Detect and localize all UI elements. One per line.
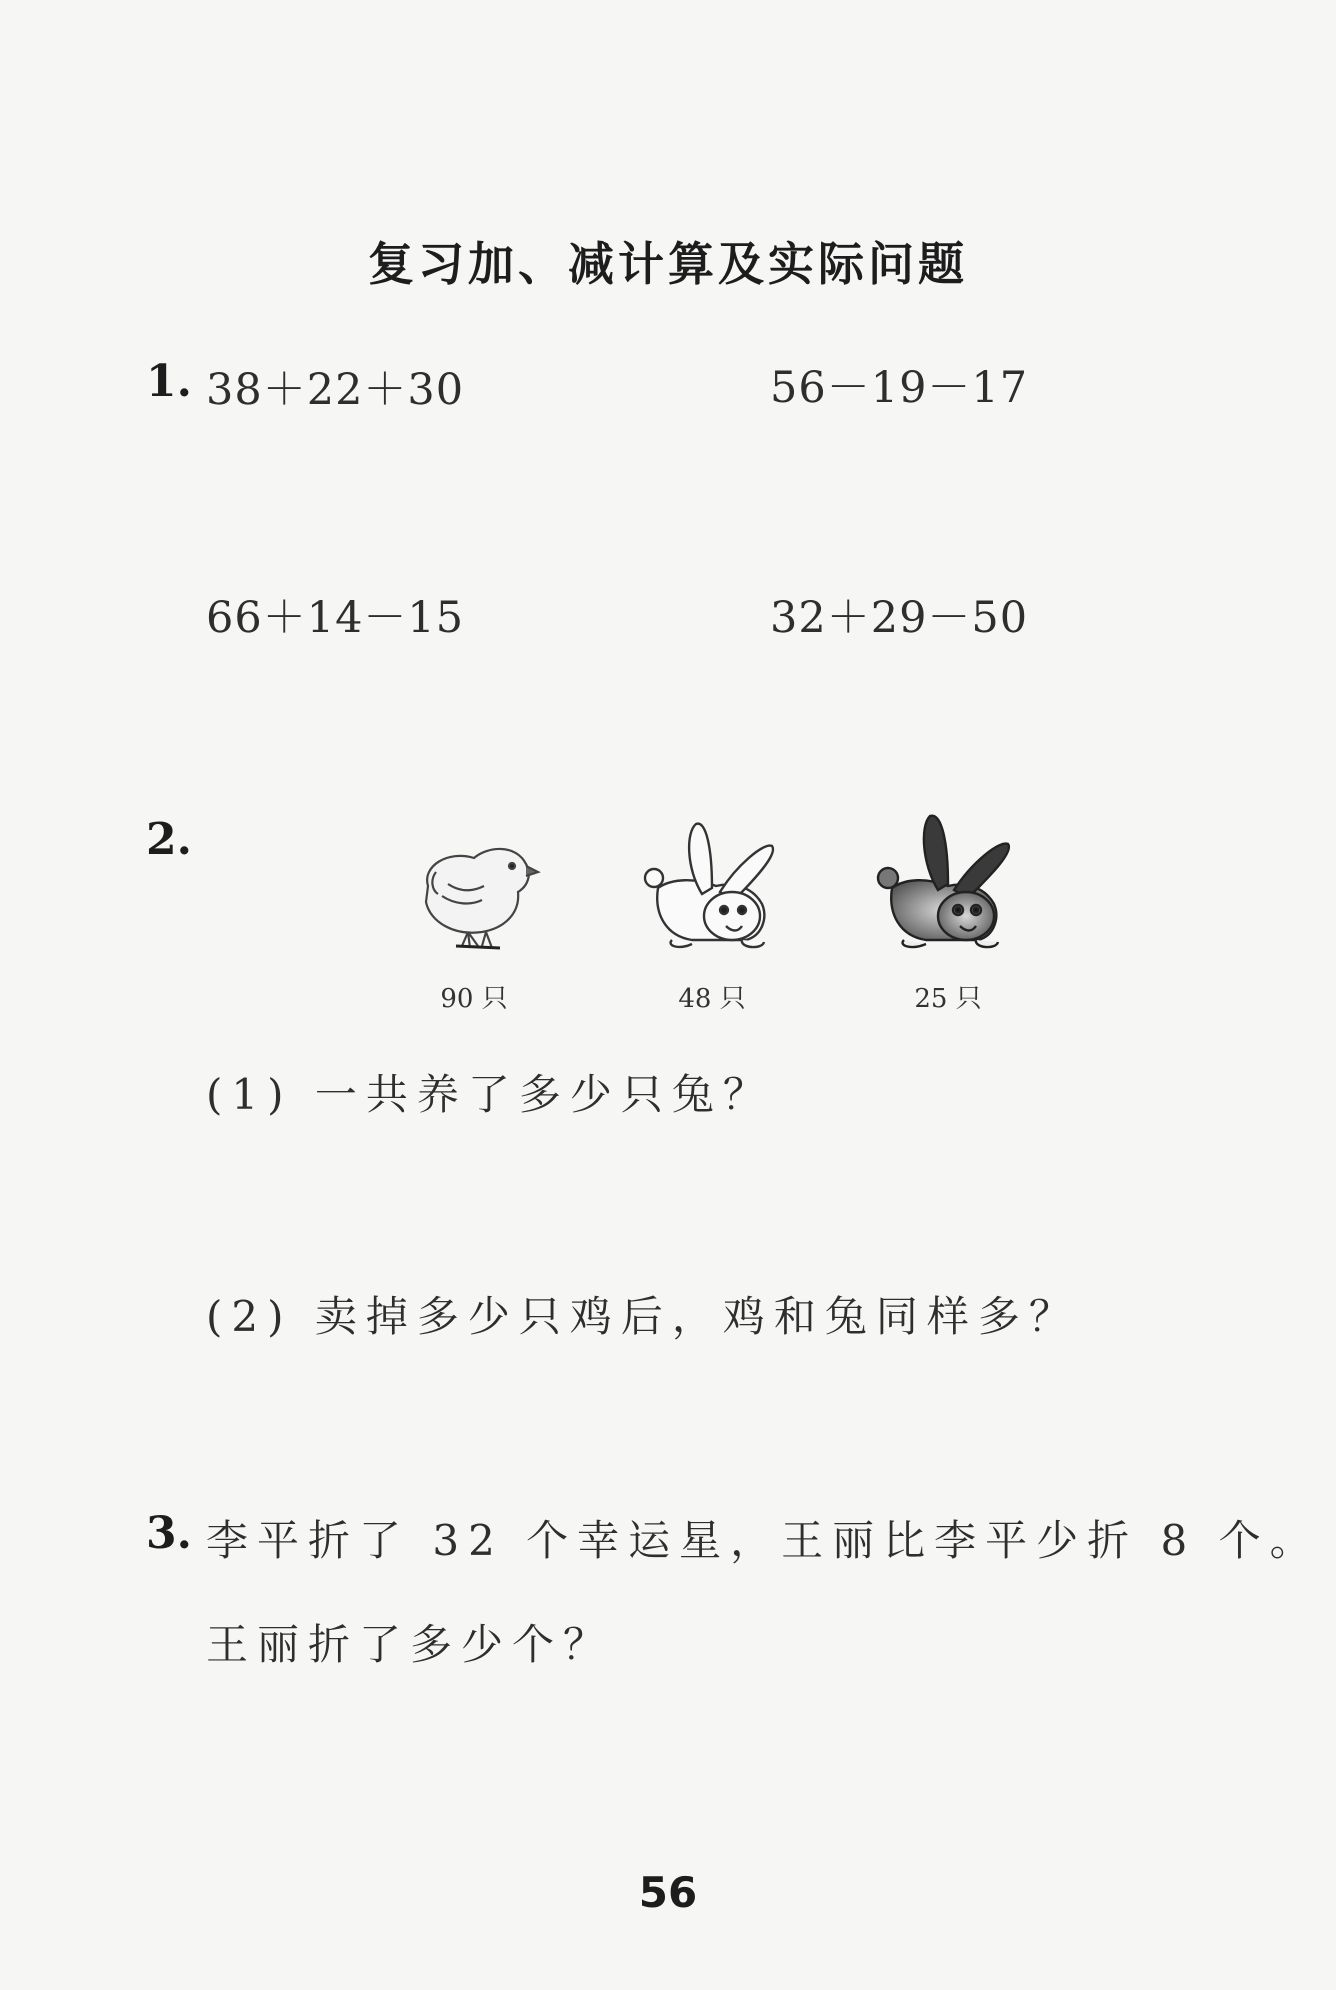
page-title: 复习加、减计算及实际问题 [368,237,968,291]
expression-3: 66＋14－15 [206,593,465,643]
gray-rabbit-icon [868,810,1018,958]
page-number: 56 [638,1868,698,1917]
question-2-sub-2: (2) 卖掉多少只鸡后，鸡和兔同样多？ [206,1292,1080,1341]
expression-1: 38＋22＋30 [206,365,465,415]
white-rabbit-count: 48 只 [678,984,746,1014]
white-rabbit-icon [636,818,786,958]
expression-2: 56－19－17 [770,363,1029,413]
question-2-number: 2. [146,814,192,865]
question-3-line-1: 李平折了 32 个幸运星，王丽比李平少折 8 个。 [206,1516,1321,1565]
chick-icon [408,836,548,956]
question-3-number: 3. [146,1508,192,1559]
question-2-sub-1: (1) 一共养了多少只兔？ [206,1070,774,1119]
expression-4: 32＋29－50 [770,593,1029,643]
gray-rabbit-count: 25 只 [914,984,982,1014]
question-3-line-2: 王丽折了多少个？ [206,1620,615,1669]
question-1-number: 1. [146,356,192,407]
chick-count: 90 只 [440,984,508,1014]
